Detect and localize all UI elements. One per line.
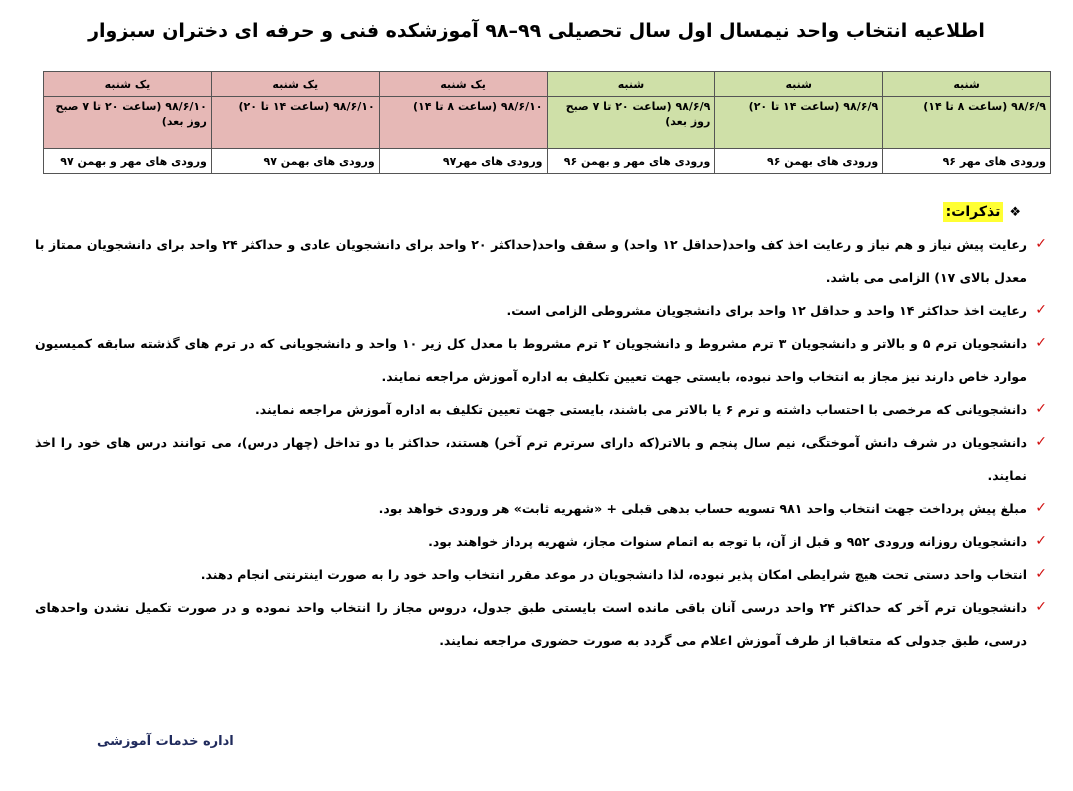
check-icon: ✓: [1035, 599, 1047, 615]
entry-cell: ورودی های بهمن ۹۶: [715, 149, 883, 174]
entry-cell: ورودی های مهر ۹۶: [883, 149, 1051, 174]
schedule-table: [43, 71, 1051, 174]
time-cell: ۹۸/۶/۹ (ساعت ۱۴ تا ۲۰): [715, 97, 883, 149]
check-icon: ✓: [1035, 434, 1047, 450]
entry-cell: ورودی های بهمن ۹۷: [211, 149, 379, 174]
note-text: رعایت اخذ حداکثر ۱۴ واحد و حداقل ۱۲ واحد برای دانشجویان مشروطی الزامی است.: [506, 303, 1027, 318]
list-item: [35, 492, 1047, 525]
entry-cell: ورودی های مهر و بهمن ۹۶: [547, 149, 715, 174]
note-text: دانشجویان ترم آخر که حداکثر ۲۴ واحد درسی آنان باقی مانده است بایستی طبق جدول، دروس مجاز را انتخاب واحد نموده و در صورت تکمیل نشدن واحدهای درسی، طبق جدولی که متعاقبا از طرف آموزش اعلام می گردد به صورت حضوری مراجعه نمایند.: [35, 600, 1027, 648]
time-cell: ۹۸/۶/۱۰ (ساعت ۲۰ تا ۷ صبح روز بعد): [44, 97, 212, 149]
table-row-entries: [44, 149, 1051, 174]
notes-header: [35, 202, 1021, 222]
time-cell: ۹۸/۶/۹ (ساعت ۲۰ تا ۷ صبح روز بعد): [547, 97, 715, 149]
check-icon: ✓: [1035, 236, 1047, 252]
note-text: دانشجویان روزانه ورودی ۹۵۲ و قبل از آن، با توجه به اتمام سنوات مجاز، شهریه پرداز خواهند بود.: [428, 534, 1027, 549]
entry-cell: ورودی های مهر۹۷: [379, 149, 547, 174]
list-item: [35, 327, 1047, 393]
day-cell: یک شنبه: [379, 72, 547, 97]
page-title: اطلاعیه انتخاب واحد نیمسال اول سال تحصیلی ۹۹–۹۸ آموزشکده فنی و حرفه ای دختران سبزوار: [88, 20, 985, 42]
table-row-times: [44, 97, 1051, 149]
list-item: [35, 525, 1047, 558]
list-item: [35, 393, 1047, 426]
notes-list: [35, 228, 1047, 657]
note-text: دانشجویان ترم ۵ و بالاتر و دانشجویان ۳ ترم مشروط و دانشجویان ۲ ترم مشروط با معدل کل زیر ۱۰ واحد و دانشجویانی که در ترم های گذشته سابقه کمیسیون موارد خاص دارند نیز مجاز به انتخاب واحد نبوده، بایستی جهت تعیین تکلیف به اداره آموزش مراجعه نمایند.: [35, 336, 1028, 384]
check-icon: ✓: [1035, 533, 1047, 549]
list-item: [35, 426, 1047, 492]
check-icon: ✓: [1035, 401, 1047, 417]
day-cell: شنبه: [547, 72, 715, 97]
list-item: [35, 294, 1047, 327]
time-cell: ۹۸/۶/۹ (ساعت ۸ تا ۱۴): [883, 97, 1051, 149]
check-icon: ✓: [1035, 500, 1047, 516]
table-row-days: [44, 72, 1051, 97]
list-item: [35, 591, 1047, 657]
day-cell: شنبه: [883, 72, 1051, 97]
note-text: انتخاب واحد دستی تحت هیچ شرایطی امکان پذیر نبوده، لذا دانشجویان در موعد مقرر انتخاب واحد خود را به صورت اینترنتی انجام دهند.: [200, 567, 1027, 582]
day-cell: یک شنبه: [44, 72, 212, 97]
note-text: مبلغ پیش پرداخت جهت انتخاب واحد ۹۸۱ تسویه حساب بدهی قبلی + «شهریه ثابت» هر ورودی خواهد بود.: [378, 501, 1027, 516]
time-cell: ۹۸/۶/۱۰ (ساعت ۸ تا ۱۴): [379, 97, 547, 149]
note-text: دانشجویانی که مرخصی با احتساب داشته و ترم ۶ یا بالاتر می باشند، بایستی جهت تعیین تکلیف به اداره آموزش مراجعه نمایند.: [255, 402, 1027, 417]
notes-title: تذکرات:: [943, 202, 1004, 222]
list-item: [35, 228, 1047, 294]
entry-cell: ورودی های مهر و بهمن ۹۷: [44, 149, 212, 174]
check-icon: ✓: [1035, 566, 1047, 582]
diamond-icon: ❖: [1009, 204, 1021, 220]
time-cell: ۹۸/۶/۱۰ (ساعت ۱۴ تا ۲۰): [211, 97, 379, 149]
list-item: [35, 558, 1047, 591]
check-icon: ✓: [1035, 302, 1047, 318]
day-cell: یک شنبه: [211, 72, 379, 97]
day-cell: شنبه: [715, 72, 883, 97]
check-icon: ✓: [1035, 335, 1047, 351]
signature: اداره خدمات آموزشی: [97, 734, 234, 749]
note-text: دانشجویان در شرف دانش آموختگی، نیم سال پنجم و بالاتر(که دارای سرترم ترم آخر) هستند، حداکثر با دو تداخل (چهار درس)، می توانند درس های خود را اخذ نمایند.: [35, 435, 1027, 483]
notes-section: [35, 202, 1047, 657]
note-text: رعایت پیش نیاز و هم نیاز و رعایت اخذ کف واحد(حداقل ۱۲ واحد) و سقف واحد(حداکثر ۲۰ واحد برای دانشجویان عادی و حداکثر ۲۴ واحد برای دانشجویان ممتاز با معدل بالای ۱۷) الزامی می باشد.: [35, 237, 1027, 285]
